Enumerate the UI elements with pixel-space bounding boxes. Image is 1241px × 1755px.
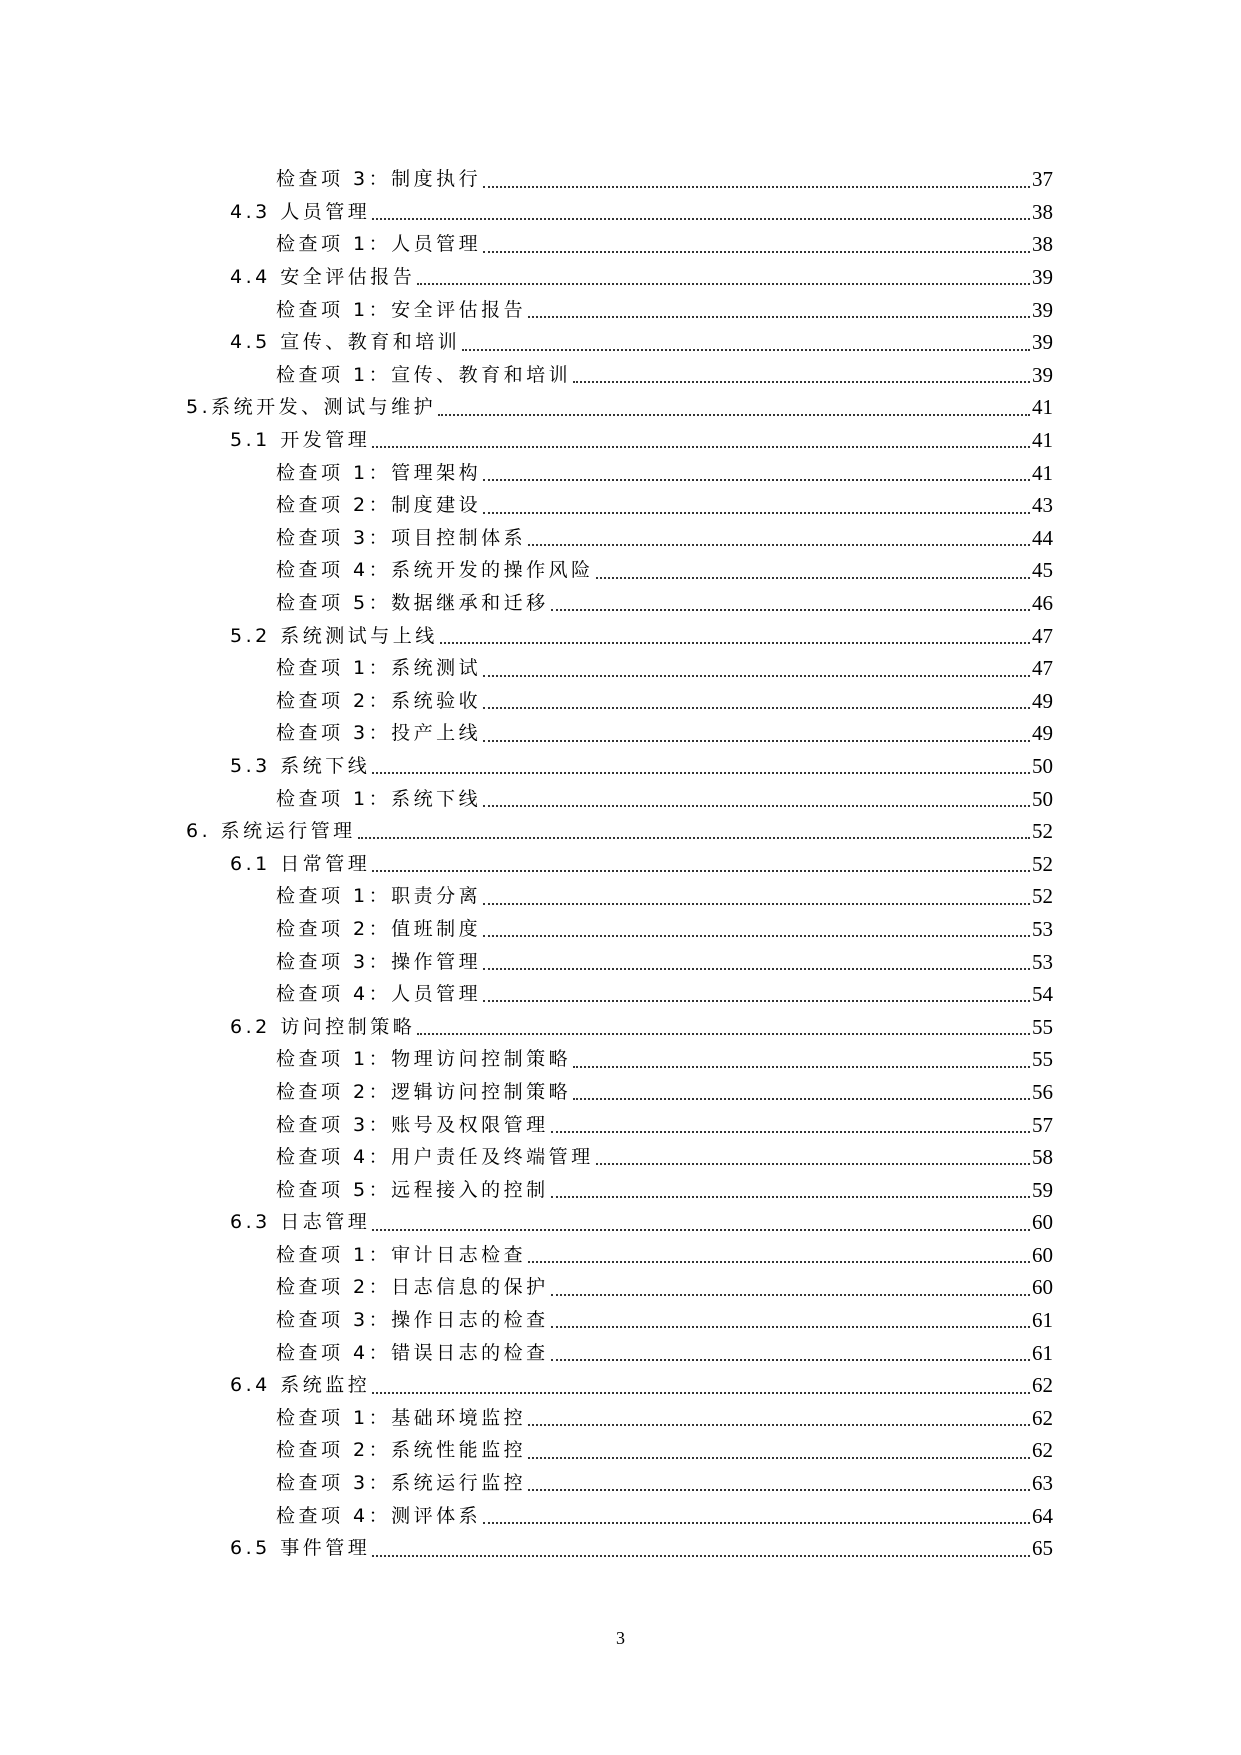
toc-entry-page: 41 — [1032, 395, 1053, 420]
toc-entry-title: 检查项 3：制度执行 — [276, 168, 482, 191]
toc-entry-title: 检查项 4：测评体系 — [276, 1504, 482, 1527]
toc-entry-page: 59 — [1032, 1177, 1053, 1202]
toc-entry-title: 5.3 系统下线 — [230, 754, 371, 777]
toc-entry-title: 检查项 3：项目控制体系 — [276, 526, 527, 549]
toc-dot-leader — [372, 1229, 1030, 1231]
toc-entry[interactable] — [0, 1271, 1241, 1304]
toc-entry[interactable] — [0, 196, 1241, 229]
toc-entry-page: 62 — [1032, 1438, 1053, 1463]
toc-entry-title: 检查项 1：管理架构 — [276, 461, 482, 484]
toc-entry-page: 49 — [1032, 688, 1053, 713]
toc-dot-leader — [528, 1489, 1030, 1491]
toc-entry[interactable] — [0, 717, 1241, 750]
toc-entry-title: 检查项 2：制度建设 — [276, 494, 482, 517]
toc-entry[interactable] — [0, 587, 1241, 620]
toc-entry-page: 39 — [1032, 265, 1053, 290]
toc-entry-title: 检查项 1：系统下线 — [276, 787, 482, 810]
toc-entry-title: 6.2 访问控制策略 — [230, 1015, 416, 1038]
toc-dot-leader — [483, 968, 1030, 970]
toc-entry[interactable] — [0, 163, 1241, 196]
toc-entry[interactable] — [0, 880, 1241, 913]
toc-entry-page: 55 — [1032, 1014, 1053, 1039]
toc-entry[interactable] — [0, 489, 1241, 522]
toc-entry-page: 46 — [1032, 591, 1053, 616]
toc-entry-title: 检查项 3：操作日志的检查 — [276, 1309, 549, 1332]
toc-entry-page: 63 — [1032, 1471, 1053, 1496]
toc-dot-leader — [483, 1000, 1030, 1002]
toc-entry-page: 39 — [1032, 297, 1053, 322]
toc-entry-title: 检查项 2：系统验收 — [276, 689, 482, 712]
toc-entry[interactable] — [0, 1532, 1241, 1565]
toc-dot-leader — [438, 414, 1030, 416]
toc-entry-title: 检查项 1：人员管理 — [276, 233, 482, 256]
toc-entry-page: 57 — [1032, 1112, 1053, 1137]
toc-entry[interactable] — [0, 554, 1241, 587]
toc-entry-title: 4.3 人员管理 — [230, 200, 371, 223]
toc-dot-leader — [358, 837, 1030, 839]
toc-entry[interactable] — [0, 1206, 1241, 1239]
toc-dot-leader — [483, 935, 1030, 937]
toc-entry-page: 37 — [1032, 167, 1053, 192]
toc-entry-title: 4.4 安全评估报告 — [230, 266, 416, 289]
toc-entry[interactable] — [0, 685, 1241, 718]
toc-entry-page: 61 — [1032, 1340, 1053, 1365]
toc-entry[interactable] — [0, 1304, 1241, 1337]
toc-dot-leader — [551, 1326, 1030, 1328]
toc-dot-leader — [573, 1066, 1030, 1068]
toc-dot-leader — [551, 1196, 1030, 1198]
toc-entry-page: 38 — [1032, 199, 1053, 224]
toc-dot-leader — [573, 1098, 1030, 1100]
toc-entry-page: 41 — [1032, 428, 1053, 453]
toc-entry-title: 检查项 2：值班制度 — [276, 917, 482, 940]
toc-entry-title: 6.5 事件管理 — [230, 1537, 371, 1560]
toc-dot-leader — [528, 1261, 1030, 1263]
toc-entry-title: 5.系统开发、测试与维护 — [186, 396, 437, 419]
toc-entry-page: 39 — [1032, 330, 1053, 355]
toc-dot-leader — [483, 740, 1030, 742]
toc-entry-page: 55 — [1032, 1047, 1053, 1072]
toc-dot-leader — [372, 1392, 1030, 1394]
toc-entry-title: 检查项 2：逻辑访问控制策略 — [276, 1080, 572, 1103]
table-of-contents — [0, 163, 1241, 1565]
toc-entry[interactable] — [0, 326, 1241, 359]
toc-dot-leader — [573, 381, 1030, 383]
toc-entry[interactable] — [0, 652, 1241, 685]
toc-dot-leader — [372, 446, 1030, 448]
toc-entry-page: 60 — [1032, 1242, 1053, 1267]
toc-entry-page: 64 — [1032, 1503, 1053, 1528]
toc-entry[interactable] — [0, 1239, 1241, 1272]
toc-entry[interactable] — [0, 1402, 1241, 1435]
toc-entry-page: 47 — [1032, 656, 1053, 681]
toc-entry-title: 检查项 1：基础环境监控 — [276, 1406, 527, 1429]
toc-entry[interactable] — [0, 1173, 1241, 1206]
toc-entry-page: 52 — [1032, 851, 1053, 876]
toc-entry[interactable] — [0, 1336, 1241, 1369]
toc-entry-title: 6.4 系统监控 — [230, 1374, 371, 1397]
toc-dot-leader — [483, 186, 1030, 188]
toc-entry-page: 62 — [1032, 1405, 1053, 1430]
toc-entry-title: 检查项 4：人员管理 — [276, 983, 482, 1006]
page-number: 3 — [616, 1628, 625, 1648]
toc-dot-leader — [596, 577, 1030, 579]
toc-entry[interactable] — [0, 1141, 1241, 1174]
toc-dot-leader — [440, 642, 1030, 644]
toc-entry-page: 62 — [1032, 1373, 1053, 1398]
toc-dot-leader — [551, 1294, 1030, 1296]
toc-entry-page: 38 — [1032, 232, 1053, 257]
toc-entry-title: 检查项 3：操作管理 — [276, 950, 482, 973]
toc-entry-title: 6.3 日志管理 — [230, 1211, 371, 1234]
toc-entry[interactable] — [0, 750, 1241, 783]
toc-dot-leader — [483, 479, 1030, 481]
toc-dot-leader — [372, 1555, 1030, 1557]
toc-dot-leader — [483, 805, 1030, 807]
toc-entry[interactable] — [0, 261, 1241, 294]
toc-entry[interactable] — [0, 1499, 1241, 1532]
toc-entry[interactable] — [0, 913, 1241, 946]
toc-entry-page: 65 — [1032, 1536, 1053, 1561]
toc-entry-page: 56 — [1032, 1079, 1053, 1104]
toc-entry[interactable] — [0, 1043, 1241, 1076]
toc-dot-leader — [462, 349, 1030, 351]
toc-entry-page: 44 — [1032, 525, 1053, 550]
toc-entry[interactable] — [0, 1467, 1241, 1500]
toc-entry-title: 检查项 4：错误日志的检查 — [276, 1341, 549, 1364]
toc-dot-leader — [372, 870, 1030, 872]
toc-entry-title: 4.5 宣传、教育和培训 — [230, 331, 461, 354]
toc-entry-page: 60 — [1032, 1275, 1053, 1300]
toc-entry[interactable] — [0, 978, 1241, 1011]
toc-dot-leader — [551, 609, 1030, 611]
toc-entry-page: 49 — [1032, 721, 1053, 746]
toc-entry-title: 检查项 1：系统测试 — [276, 657, 482, 680]
toc-entry[interactable] — [0, 1108, 1241, 1141]
toc-entry[interactable] — [0, 522, 1241, 555]
toc-dot-leader — [483, 251, 1030, 253]
toc-dot-leader — [528, 1424, 1030, 1426]
toc-entry-title: 检查项 1：宣传、教育和培训 — [276, 363, 572, 386]
toc-dot-leader — [596, 1163, 1030, 1165]
toc-entry[interactable] — [0, 1010, 1241, 1043]
toc-entry[interactable] — [0, 619, 1241, 652]
toc-entry-page: 39 — [1032, 362, 1053, 387]
toc-dot-leader — [483, 1522, 1030, 1524]
toc-entry-page: 50 — [1032, 786, 1053, 811]
toc-entry[interactable] — [0, 391, 1241, 424]
toc-dot-leader — [483, 903, 1030, 905]
toc-entry-title: 5.2 系统测试与上线 — [230, 624, 438, 647]
toc-entry-page: 43 — [1032, 493, 1053, 518]
toc-dot-leader — [528, 544, 1030, 546]
toc-entry-page: 41 — [1032, 460, 1053, 485]
toc-dot-leader — [372, 218, 1030, 220]
toc-entry-page: 47 — [1032, 623, 1053, 648]
toc-dot-leader — [528, 1457, 1030, 1459]
toc-dot-leader — [372, 772, 1030, 774]
toc-dot-leader — [483, 675, 1030, 677]
toc-entry-title: 检查项 1：职责分离 — [276, 885, 482, 908]
toc-entry-title: 检查项 2：日志信息的保护 — [276, 1276, 549, 1299]
toc-entry-title: 检查项 1：物理访问控制策略 — [276, 1048, 572, 1071]
toc-entry[interactable] — [0, 815, 1241, 848]
toc-entry[interactable] — [0, 945, 1241, 978]
toc-entry[interactable] — [0, 456, 1241, 489]
toc-entry[interactable] — [0, 359, 1241, 392]
toc-entry[interactable] — [0, 424, 1241, 457]
toc-entry[interactable] — [0, 228, 1241, 261]
toc-dot-leader — [417, 283, 1030, 285]
toc-entry-title: 5.1 开发管理 — [230, 429, 371, 452]
toc-entry-page: 60 — [1032, 1210, 1053, 1235]
toc-entry[interactable] — [0, 847, 1241, 880]
toc-dot-leader — [483, 707, 1030, 709]
toc-entry-title: 检查项 4：用户责任及终端管理 — [276, 1146, 594, 1169]
toc-entry-page: 52 — [1032, 819, 1053, 844]
toc-entry-page: 53 — [1032, 916, 1053, 941]
toc-entry[interactable] — [0, 782, 1241, 815]
toc-dot-leader — [417, 1033, 1030, 1035]
toc-dot-leader — [551, 1131, 1030, 1133]
toc-entry-title: 检查项 5：数据继承和迁移 — [276, 592, 549, 615]
toc-entry-page: 61 — [1032, 1308, 1053, 1333]
toc-entry-page: 45 — [1032, 558, 1053, 583]
toc-entry-title: 检查项 1：审计日志检查 — [276, 1243, 527, 1266]
toc-dot-leader — [483, 512, 1030, 514]
toc-dot-leader — [551, 1359, 1030, 1361]
toc-entry-title: 6. 系统运行管理 — [186, 820, 356, 843]
toc-dot-leader — [528, 316, 1030, 318]
toc-entry-title: 检查项 4：系统开发的操作风险 — [276, 559, 594, 582]
toc-entry-title: 检查项 5：远程接入的控制 — [276, 1178, 549, 1201]
toc-entry[interactable] — [0, 1076, 1241, 1109]
toc-entry-page: 58 — [1032, 1145, 1053, 1170]
toc-entry-title: 检查项 3：系统运行监控 — [276, 1472, 527, 1495]
toc-entry[interactable] — [0, 1369, 1241, 1402]
toc-entry-title: 检查项 1：安全评估报告 — [276, 298, 527, 321]
toc-entry-title: 检查项 3：账号及权限管理 — [276, 1113, 549, 1136]
toc-entry-page: 50 — [1032, 753, 1053, 778]
toc-entry-title: 检查项 3：投产上线 — [276, 722, 482, 745]
toc-entry[interactable] — [0, 1434, 1241, 1467]
toc-entry-title: 6.1 日常管理 — [230, 852, 371, 875]
toc-entry-page: 52 — [1032, 884, 1053, 909]
toc-entry-page: 54 — [1032, 982, 1053, 1007]
toc-entry-title: 检查项 2：系统性能监控 — [276, 1439, 527, 1462]
toc-entry[interactable] — [0, 293, 1241, 326]
toc-entry-page: 53 — [1032, 949, 1053, 974]
